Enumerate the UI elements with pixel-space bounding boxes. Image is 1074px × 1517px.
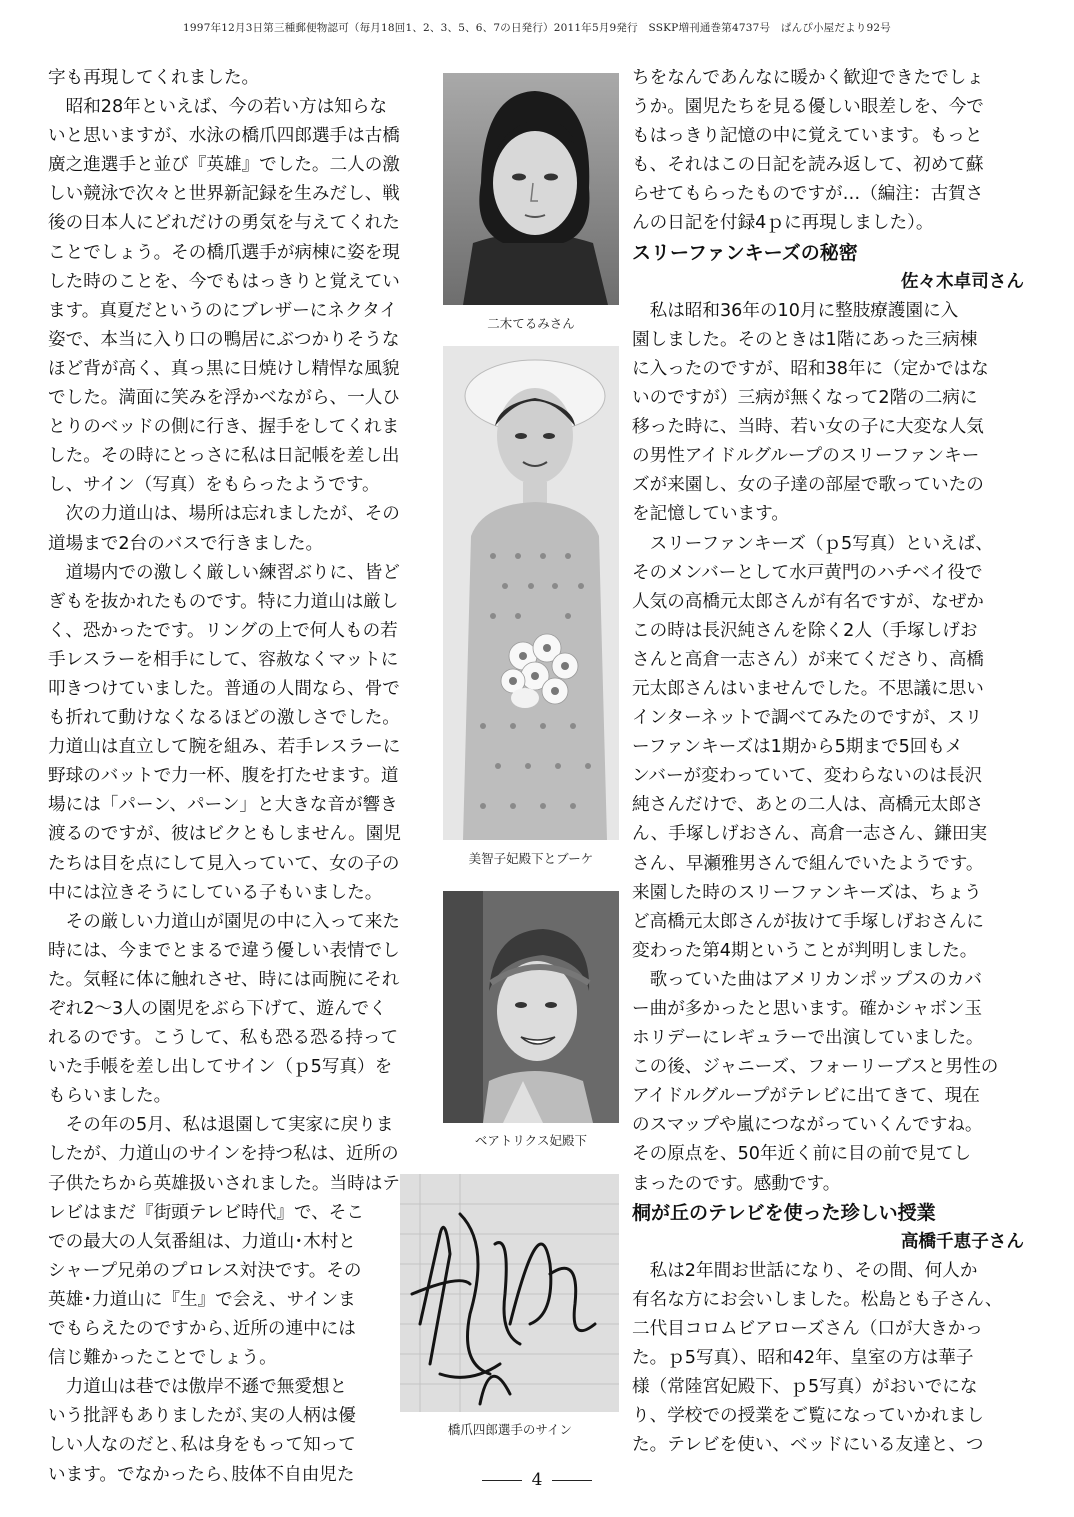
text-line: さんと高倉一志さん）が来てくださり、高橋 [632, 649, 984, 670]
text-line: 英雄･力道山に『生』で会え、サインま [48, 1289, 356, 1310]
text-line: したが、力道山のサインを持つ私は、近所の [48, 1144, 399, 1165]
text-line: 力道山は直立して腕を組み、若手レスラーに [48, 737, 401, 758]
text-line: その厳しい力道山が園児の中に入って来た [48, 911, 400, 932]
text-line: そのメンバーとして水戸黄門のハチベイ役で [632, 562, 983, 583]
text-line: その原点を、50年近く前に目の前で見てし [632, 1144, 972, 1165]
text-line: た。気軽に体に触れさせ、時には両腕にそれ [48, 969, 400, 990]
photo-caption: 橋爪四郎選手のサイン [447, 1422, 573, 1437]
text-line: スリーファンキーズ（ｐ5写真）といえば、 [632, 533, 993, 554]
text-line: 園しました。そのときは1階にあった三病棟 [632, 329, 978, 350]
text-line: この時は長沢純さんを除く2人（手塚しげお [632, 620, 978, 641]
text-line: した時のことを、今でもはっきりと覚えてい [48, 271, 400, 292]
text-line: ど高橋元太郎さんが抜けて手塚しげおさんに [632, 911, 984, 932]
text-line: 場には「パーン、パーン」と大きな音が響き [48, 795, 398, 816]
section-author: 高橋千恵子さん [900, 1231, 1024, 1252]
text-line: し、サイン（写真）をもらったようです。 [48, 475, 380, 496]
text-line: 野球のバットで力一杯、腹を打たせます。道 [48, 766, 399, 787]
text-line: 有名な方にお会いしました。松島とも子さん、 [632, 1289, 1003, 1310]
text-line: シャープ兄弟のプロレス対決です。その [48, 1260, 362, 1281]
text-line: とりのベッドの側に行き、握手をしてくれま [48, 417, 400, 438]
text-line: 私は昭和36年の10月に整肢療護園に入 [632, 300, 959, 321]
text-line: もらいました。 [48, 1086, 172, 1107]
text-line: 人気の高橋元太郎さんが有名ですが、なぜか [632, 591, 984, 612]
text-line: ぞれ2〜3人の園児をぶら下げて、遊んでく [48, 999, 387, 1019]
text-line: アイドルグループがテレビに出てきて、現在 [632, 1086, 980, 1107]
text-line: 手レスラーを相手にして、容赦なくマットに [48, 649, 399, 670]
text-line: いと思いますが、水泳の橋爪四郎選手は古橋 [48, 126, 400, 147]
text-line: 時には、今までとまるで違う優しい表情でし [48, 940, 400, 961]
text-line: 渡るのですが、彼はビクともしません。園児 [48, 824, 401, 845]
text-line: さん、早瀬雅男さんで組んでいたようです。 [632, 853, 984, 874]
text-line: れるのです。こうして、私も恐る恐る持って [48, 1028, 399, 1049]
text-line: での最大の人気番組は、力道山･木村と [48, 1231, 356, 1252]
text-line: した。その時にとっさに私は日記帳を差し出 [48, 446, 400, 467]
text-line: ンバーが変わっていて、変わらないのは長沢 [632, 766, 983, 787]
text-line: 道場まで2台のバスで行きました。 [48, 533, 324, 554]
text-line: 二代目コロムビアローズさん（口が大きかっ [632, 1319, 983, 1340]
text-line: 様（常陸宮妃殿下、ｐ5写真）がおいでにな [632, 1377, 978, 1398]
section-title: スリーファンキーズの秘密 [632, 241, 858, 264]
text-line: んの日記を付録4ｐに再現しました）。 [632, 213, 934, 234]
page-header: 1997年12月3日第三種郵便物認可（毎月18回1、2、3、5、6、7の日発行）2011年5月9発行 SSKP増刊通巻第4737号 ぱんぴ小屋だより92号 [183, 22, 891, 34]
text-line: た。テレビを使い、ベッドにいる友達と、つ [632, 1435, 984, 1456]
page-number-dash-left [482, 1480, 522, 1481]
text-line: 純さんだけで、あとの二人は、高橋元太郎さ [632, 795, 984, 816]
photo-caption: 二木てるみさん [487, 316, 575, 331]
text-line: ズが来園し、女の子達の部屋で歌っていたの [632, 475, 984, 496]
photo-princess-bouquet [443, 346, 619, 840]
text-line: 中には泣きそうにしている子もいました。 [48, 882, 383, 903]
left-column [48, 64, 440, 1490]
text-line: 私は2年間お世話になり、その間、何人か [632, 1260, 978, 1281]
text-line: 歌っていた曲はアメリカンポップスのカバ [632, 969, 982, 990]
text-line: ます。真夏だというのにブレザーにネクタイ [48, 300, 398, 321]
text-line: この後、ジャニーズ、フォーリーブスと男性の [632, 1057, 999, 1078]
text-line: いう批評もありましたが､実の人柄は優 [48, 1406, 356, 1427]
text-line: く、恐かったです。リングの上で何人もの若 [48, 620, 398, 641]
text-line: まったのです。感動です。 [632, 1173, 841, 1194]
page-number-value: 4 [531, 1470, 543, 1490]
text-line: 廣之進選手と並び『英雄』でした。二人の激 [48, 155, 400, 176]
text-line: しい競泳で次々と世界新記録を生みだし、戦 [48, 184, 400, 205]
text-line: らせてもらったものですが…（編注：古賀さ [632, 184, 984, 205]
text-line: いた手帳を差し出してサイン（ｐ5写真）を [48, 1057, 393, 1078]
text-line: のスマップや嵐につながっていくんですね。 [632, 1115, 983, 1136]
text-line: たちは目を点にして見入っていて、女の子の [48, 853, 400, 874]
photo-princess-beatrix [443, 891, 619, 1123]
text-line: 元太郎さんはいませんでした。不思議に思い [632, 678, 984, 699]
photo-girl-portrait [443, 73, 619, 305]
photo-caption: 美智子妃殿下とブーケ [468, 851, 594, 866]
text-line: ほど背が高く、真っ黒に日焼けし精悍な風貌 [48, 358, 400, 379]
text-line: 昭和28年といえば、今の若い方は知らな [48, 97, 388, 118]
text-line: た。ｐ5写真）、昭和42年、皇室の方は華子 [632, 1348, 974, 1369]
text-line: インターネットで調べてみたのですが、スリ [632, 708, 983, 729]
text-line: ホリデーにレギュラーで出演していました。 [632, 1028, 984, 1049]
text-line: いのですが）三病が無くなって2階の二病に [632, 388, 978, 409]
text-line: も、それはこの日記を読み返して、初めて蘇 [632, 155, 984, 176]
text-line: ちをなんであんなに暖かく歓迎できたでしょ [632, 68, 984, 88]
text-line: 変わった第4期ということが判明しました。 [632, 940, 978, 961]
text-line: でした。満面に笑みを浮かべながら、一人ひ [48, 388, 400, 409]
page-number-dash-right [552, 1480, 592, 1481]
text-line: 信じ難かったことでしょう。 [48, 1348, 277, 1369]
text-line: 字も再現してくれました。 [48, 68, 260, 88]
text-line: に入ったのですが、昭和38年に（定かではな [632, 358, 989, 379]
text-line: 道場内での激しく厳しい練習ぶりに、皆ど [48, 562, 400, 583]
text-line: 次の力道山は、場所は忘れましたが、その [48, 504, 400, 525]
text-line: ーファンキーズは1期から5期まで5回もメ [632, 737, 963, 758]
text-line: を記憶しています。 [632, 504, 789, 525]
section-title: 桐が丘のテレビを使った珍しい授業 [632, 1201, 936, 1224]
photo-signature [400, 1174, 619, 1412]
text-line: 力道山は巷では傲岸不遜で無愛想と [48, 1377, 348, 1398]
page-number [0, 1470, 1074, 1490]
right-column [632, 64, 1024, 1461]
photo-caption: ベアトリクス妃殿下 [474, 1133, 588, 1148]
text-line: レビはまだ『街頭テレビ時代』で、そこ [48, 1202, 364, 1223]
text-line: うか。園児たちを見る優しい眼差しを、今で [632, 97, 984, 118]
text-line: ことでしょう。その橋爪選手が病棟に姿を現 [48, 242, 400, 263]
text-line: います。でなかったら､肢体不自由児た [48, 1464, 355, 1485]
text-line: もはっきり記憶の中に覚えています。もっと [632, 126, 983, 147]
text-line: 後の日本人にどれだけの勇気を与えてくれた [48, 213, 400, 234]
text-line: ぎもを抜かれたものです。特に力道山は厳し [48, 591, 399, 612]
text-line: 子供たちから英雄扱いされました。当時はテ [48, 1173, 400, 1194]
text-line: り、学校での授業をご覧になっていかれまし [632, 1406, 984, 1427]
text-line: も折れて動けなくなるほどの激しさでした。 [48, 708, 400, 729]
text-line: しい人なのだと､私は身をもって知って [48, 1435, 356, 1456]
text-line: 姿で、本当に入り口の鴨居にぶつかりそうな [48, 329, 400, 350]
text-line: 叩きつけていました。普通の人間なら、骨で [48, 678, 400, 699]
text-line: その年の5月、私は退園して実家に戻りま [48, 1115, 394, 1136]
text-line: 来園した時のスリーファンキーズは、ちょう [632, 882, 982, 903]
text-line: ー曲が多かったと思います。確かシャボン玉 [632, 999, 983, 1019]
text-line: の男性アイドルグループのスリーファンキー [632, 446, 980, 467]
text-line: ん、手塚しげおさん、高倉一志さん、鎌田実 [632, 824, 988, 845]
text-line: でもらえたのですから､近所の連中には [48, 1319, 356, 1340]
section-author: 佐々木卓司さん [900, 271, 1024, 292]
text-line: 移った時に、当時、若い女の子に大変な人気 [632, 417, 984, 438]
